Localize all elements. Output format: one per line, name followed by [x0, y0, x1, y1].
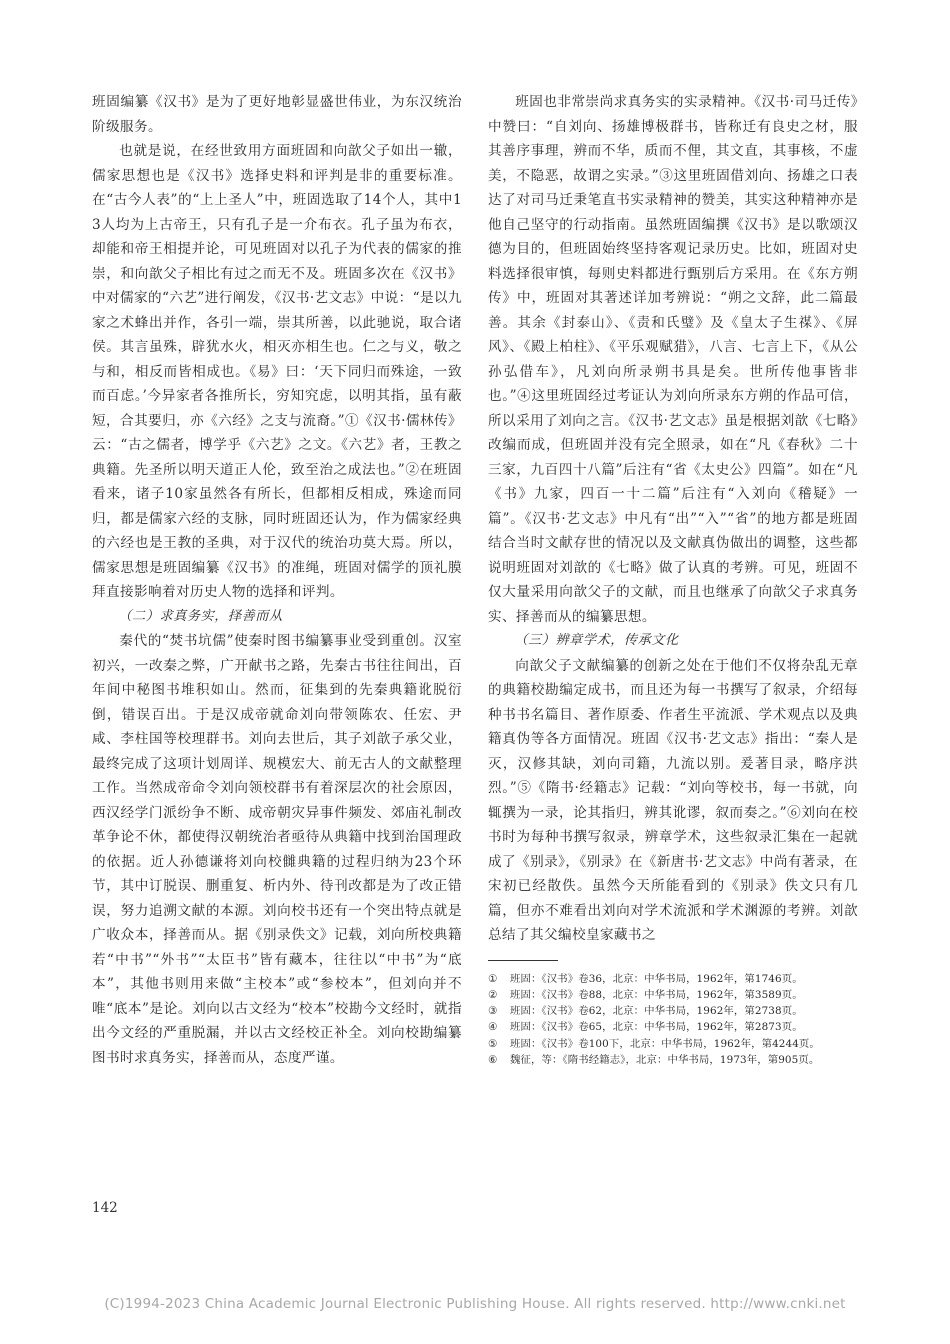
copyright-watermark: (C)1994-2023 China Academic Journal Electronic Publishing House. All rights reserved. http://www.cnki.net: [104, 1296, 846, 1312]
footnote-text: 魏征，等：《隋书经籍志》，北京：中华书局，1973年，第905页。: [510, 1053, 820, 1066]
footnote-3: [488, 1003, 858, 1019]
footnote-text: 班固：《汉书》卷100下，北京：中华书局，1962年，第4244页。: [510, 1037, 820, 1050]
paragraph-5: 向歆父子文献编纂的创新之处在于他们不仅将杂乱无章的典籍校勘编定成书，而且还为每一书撰写了叙录，介绍每种书书名篇目、著作原委、作者生平流派、学术观点以及典籍真伪等各方面情况。班固《汉书·艺文志》指出：“秦人是灭，汉修其缺，刘向司籍，九流以别。爰著目录，略序洪烈。”⑤《隋书·经籍志》记载：“刘向等校书，每一书就，向辄撰为一录，论其指归，辨其讹谬，叙而奏之。”⑥刘向在校书时为每种书撰写叙录，辨章学术，这些叙录汇集在一起就成了《别录》，《别录》在《新唐书·艺文志》中尚有著录，在宋初已经散佚。虽然今天所能看到的《别录》佚文只有几篇，但亦不难看出刘向对学术流派和学术渊源的考辨。刘歆总结了其父编校皇家藏书之: [488, 657, 858, 943]
footnote-text: 班固：《汉书》卷65，北京：中华书局，1962年，第2873页。: [510, 1021, 803, 1034]
footnote-mark: ②: [488, 988, 498, 1001]
footnote-text: 班固：《汉书》卷62，北京：中华书局，1962年，第2738页。: [510, 1005, 803, 1018]
left-column: [92, 90, 462, 1070]
footnote-1: [488, 971, 858, 987]
footnote-5: [488, 1036, 858, 1052]
footnote-mark: ④: [488, 1021, 498, 1034]
footnote-2: [488, 987, 858, 1003]
section-heading-2: （二）求真务实，择善而从: [118, 608, 283, 624]
footnote-text: 班固：《汉书》卷36，北京：中华书局，1962年，第1746页。: [510, 972, 803, 985]
right-column: [488, 90, 858, 1068]
footnote-list: [488, 971, 858, 1069]
footnote-4: [488, 1019, 858, 1035]
footnote-mark: ⑤: [488, 1037, 498, 1050]
page-number: 142: [92, 1200, 118, 1216]
footnote-mark: ⑥: [488, 1053, 498, 1066]
footnote-text: 班固：《汉书》卷88，北京：中华书局，1962年，第3589页。: [510, 988, 803, 1001]
footnote-mark: ③: [488, 1005, 498, 1018]
paragraph-2: 也就是说，在经世致用方面班固和向歆父子如出一辙，儒家思想也是《汉书》选择史料和评判是非的重要标准。在“古今人表”的“上上圣人”中，班固选取了14个人，其中13人均为上古帝王，只有孔子是一介布衣。孔子虽为布衣，却能和帝王相提并论，可见班固对以孔子为代表的儒家的推崇，和向歆父子相比有过之而无不及。班固多次在《汉书》中对儒家的“六艺”进行阐发，《汉书·艺文志》中说：“是以九家之术蜂出并作，各引一端，崇其所善，以此驰说，取合诸侯。其言虽殊，辟犹水火，相灭亦相生也。仁之与义，敬之与和，相反而皆相成也。《易》曰：‘天下同归而殊途，一致而百虑。’今异家者各推所长，穷知究虑，以明其指，虽有蔽短，合其要归，亦《六经》之支与流裔。”①《汉书·儒林传》云：“古之儒者，博学乎《六艺》之文。《六艺》者，王教之典籍。先圣所以明天道正人伦，致至治之成法也。”②在班固看来，诸子10家虽然各有所长，但都相反相成，殊途而同归，都是儒家六经的支脉，同时班固还认为，作为儒家经典的六经也是王教的圣典，对于汉代的统治功莫大焉。所以，儒家思想是班固编纂《汉书》的准绳，班固对儒学的顶礼膜拜直接影响着对历史人物的选择和评判。: [92, 143, 462, 600]
paragraph-4: 班固也非常崇尚求真务实的实录精神。《汉书·司马迁传》中赞曰：“自刘向、扬雄博极群书，皆称迁有良史之材，服其善序事理，辨而不华，质而不俚，其文直，其事核，不虚美，不隐恶，故谓之实录。”③这里班固借刘向、扬雄之口表达了对司马迁秉笔直书实录精神的赞美，其实这种精神亦是他自己坚守的行动指南。虽然班固编撰《汉书》是以歌颂汉德为目的，但班固始终坚持客观记录历史。比如，班固对史料选择很审慎，每则史料都进行甄别后方采用。在《东方朔传》中，班固对其著述详加考辨说：“朔之文辞，此二篇最善。其余《封泰山》、《责和氏璧》及《皇太子生禖》、《屏风》、《殿上柏柱》、《平乐观赋猎》，八言、七言上下，《从公孙弘借车》，凡刘向所录朔书具是矣。世所传他事皆非也。”④这里班固经过考证认为刘向所录东方朔的作品可信，所以采用了刘向之言。《汉书·艺文志》虽是根据刘歆《七略》改编而成，但班固并没有完全照录，如在“凡《春秋》二十三家，九百四十八篇”后注有“省《太史公》四篇”。如在“凡《书》九家，四百一十二篇”后注有“入刘向《稽疑》一篇”。《汉书·艺文志》中凡有“出”“入”“省”的地方都是班固结合当时文献存世的情况以及文献真伪做出的调整，这些都说明班固对刘歆的《七略》做了认真的考辨。可见，班固不仅大量采用向歆父子的文献，而且也继承了向歆父子求真务实、择善而从的编纂思想。: [488, 94, 858, 625]
section-heading-3: （三）辨章学术，传承文化: [514, 633, 679, 648]
footnote-divider: [488, 960, 558, 961]
footnote-6: [488, 1052, 858, 1068]
paragraph-3: 秦代的“焚书坑儒”使秦时图书编纂事业受到重创。汉室初兴，一改秦之弊，广开献书之路，先秦古书往往间出，百年间中秘图书堆积如山。然而，征集到的先秦典籍讹脱衍倒，错误百出。于是汉成帝就命刘向带领陈农、任宏、尹咸、李柱国等校理群书。刘向去世后，其子刘歆子承父业，最终完成了这项计划周详、规模宏大、前无古人的文献整理工作。当然成帝命令刘向领校群书有着深层次的社会原因，西汉经学门派纷争不断、成帝朝灾异事件频发、郊庙礼制改革争论不休，都使得汉朝统治者亟待从典籍中找到治国理政的依据。近人孙德谦将刘向校雠典籍的过程归纳为23个环节，其中订脱误、删重复、析内外、待刊改都是为了改正错误，努力追溯文献的本源。刘向校书还有一个突出特点就是广收众本，择善而从。据《别录佚文》记载，刘向所校典籍若“中书”“外书”“太臣书”皆有藏本，往往以“中书”为“底本”，其他书则用来做“主校本”或“参校本”，但刘向并不唯“底本”是论。刘向以古文经为“校本”校勘今文经时，就指出今文经的严重脱漏，并以古文经校正补全。刘向校勘编纂图书时求真务实，择善而从，态度严谨。: [92, 633, 462, 1066]
footnote-mark: ①: [488, 972, 498, 985]
paragraph-1: 班固编纂《汉书》是为了更好地彰显盛世伟业，为东汉统治阶级服务。: [92, 94, 462, 135]
